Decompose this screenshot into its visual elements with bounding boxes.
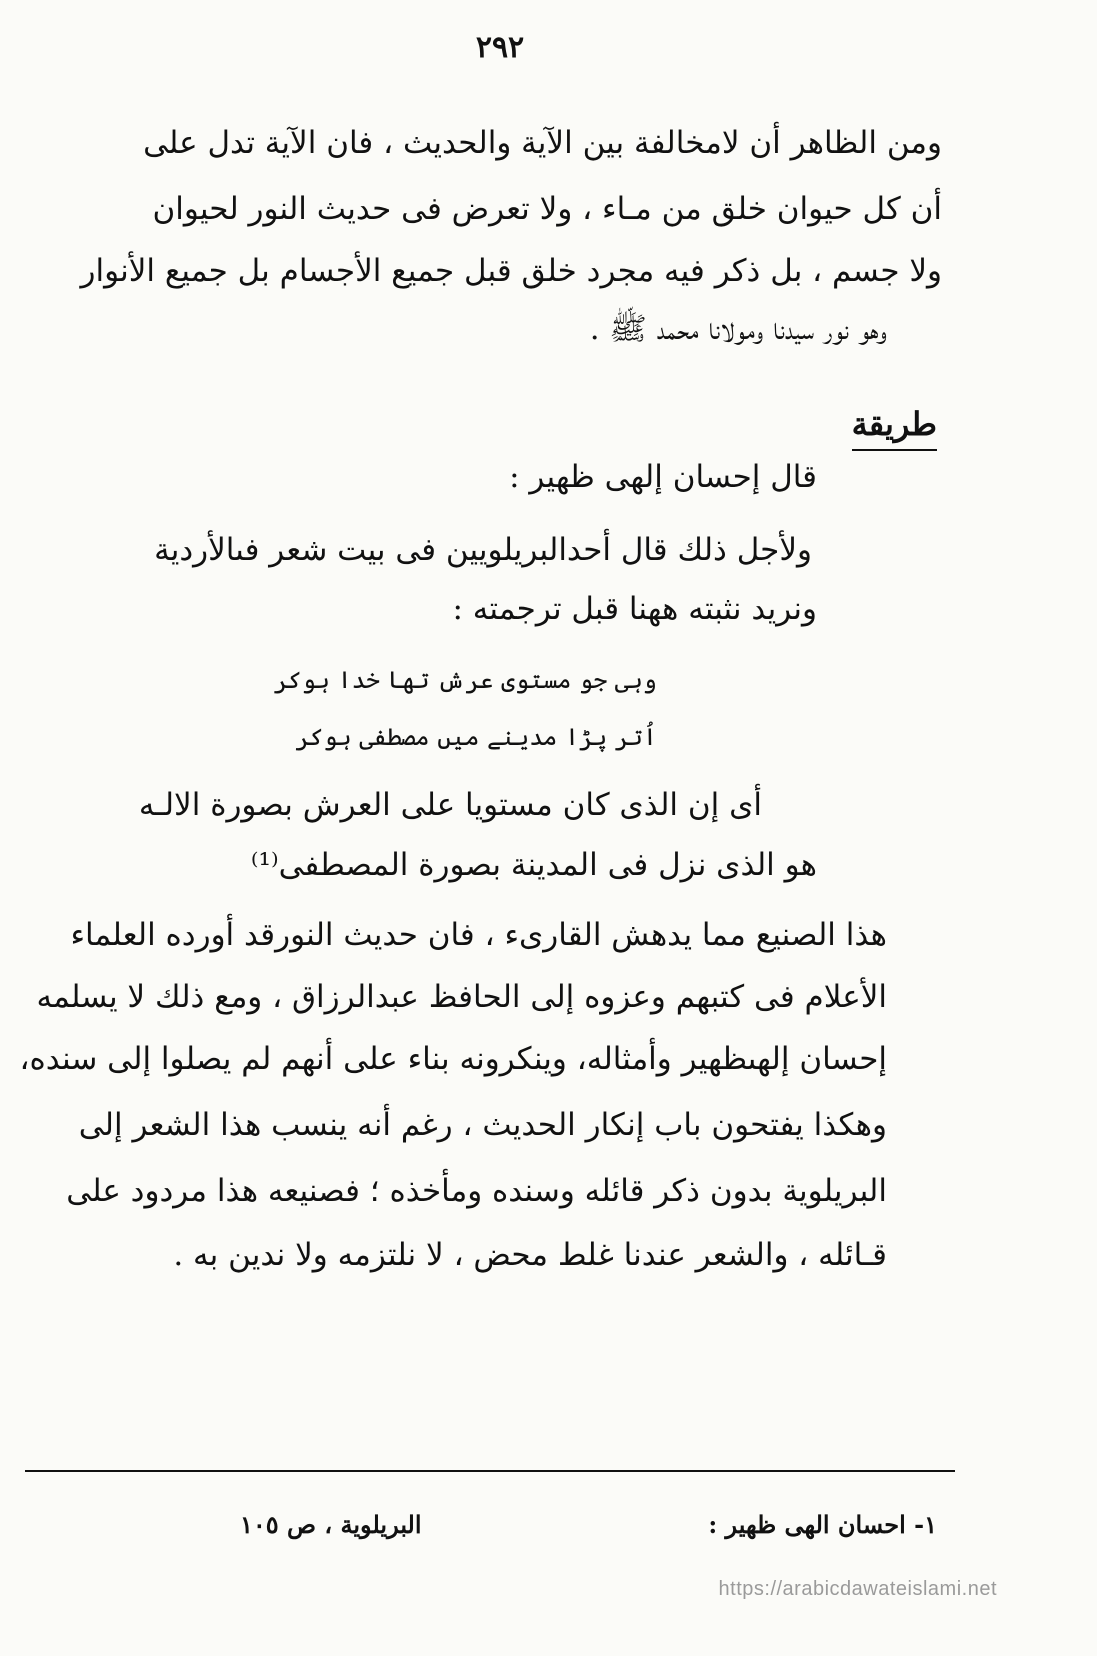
- quote-intro: قال إحسان إلهى ظهير :: [509, 459, 817, 495]
- section-heading: طريقة: [852, 405, 937, 451]
- translation-line-1: أى إن الذى كان مستويا على العرش بصورة الالـه: [138, 787, 762, 823]
- verse-line-1: وہی جو مستوی عرش تھا خدا ہوکر: [273, 666, 657, 694]
- paragraph-2-line-5: البريلوية بدون ذكر قائله وسنده ومأخذه ؛ فصنيعه هذا مردود على: [66, 1173, 887, 1209]
- paragraph-2-line-1: هذا الصنيع مما يدهش القارىء ، فان حديث النورقد أورده العلماء: [70, 917, 887, 953]
- translation-line-2: هو الذى نزل فى المدينة بصورة المصطفى⁽¹⁾: [250, 847, 817, 883]
- page-number: ٢٩٢: [475, 30, 525, 65]
- paragraph-1-line-3: ولا جسم ، بل ذكر فيه مجرد خلق قبل جميع الأجسام بل جميع الأنوار: [80, 253, 942, 289]
- watermark-url: https://arabicdawateislami.net: [718, 1578, 997, 1600]
- quote-line-2: ونريد نثبته ههنا قبل ترجمته :: [452, 591, 817, 627]
- verse-line-2: اُتر پڑا مدینے میں مصطفی ہوکر: [295, 723, 657, 751]
- paragraph-2-line-6: قـائله ، والشعر عندنا غلط محض ، لا نلتزمه ولا ندين به .: [173, 1237, 887, 1273]
- paragraph-1-line-2: أن كل حيوان خلق من مـاء ، ولا تعرض فى حديث النور لحيوان: [152, 191, 942, 227]
- quote-line-1: ولأجل ذلك قال أحدالبريلويين فى بيت شعر فىالأردية: [154, 532, 812, 568]
- paragraph-2-line-3: إحسان إلهىظهير وأمثاله، وينكرونه بناء على أنهم لم يصلوا إلى سنده،: [19, 1041, 887, 1077]
- footnote-author: ١- احسان الهى ظهير :: [708, 1510, 937, 1539]
- paragraph-1-line-1: ومن الظاهر أن لامخالفة بين الآية والحديث ، فان الآية تدل على: [143, 125, 942, 161]
- paragraph-2-line-2: الأعلام فى كتبهم وعزوه إلى الحافظ عبدالرزاق ، ومع ذلك لا يسلمه: [36, 979, 887, 1015]
- footnote-reference: البريلوية ، ص ١٠٥: [240, 1510, 422, 1539]
- paragraph-2-line-4: وهكذا يفتحون باب إنكار الحديث ، رغم أنه ينسب هذا الشعر إلى: [78, 1107, 887, 1143]
- footnote-divider: [25, 1470, 955, 1472]
- paragraph-1-line-4: وهو نور سيدنا ومولانا محمد ﷺ .: [589, 311, 887, 347]
